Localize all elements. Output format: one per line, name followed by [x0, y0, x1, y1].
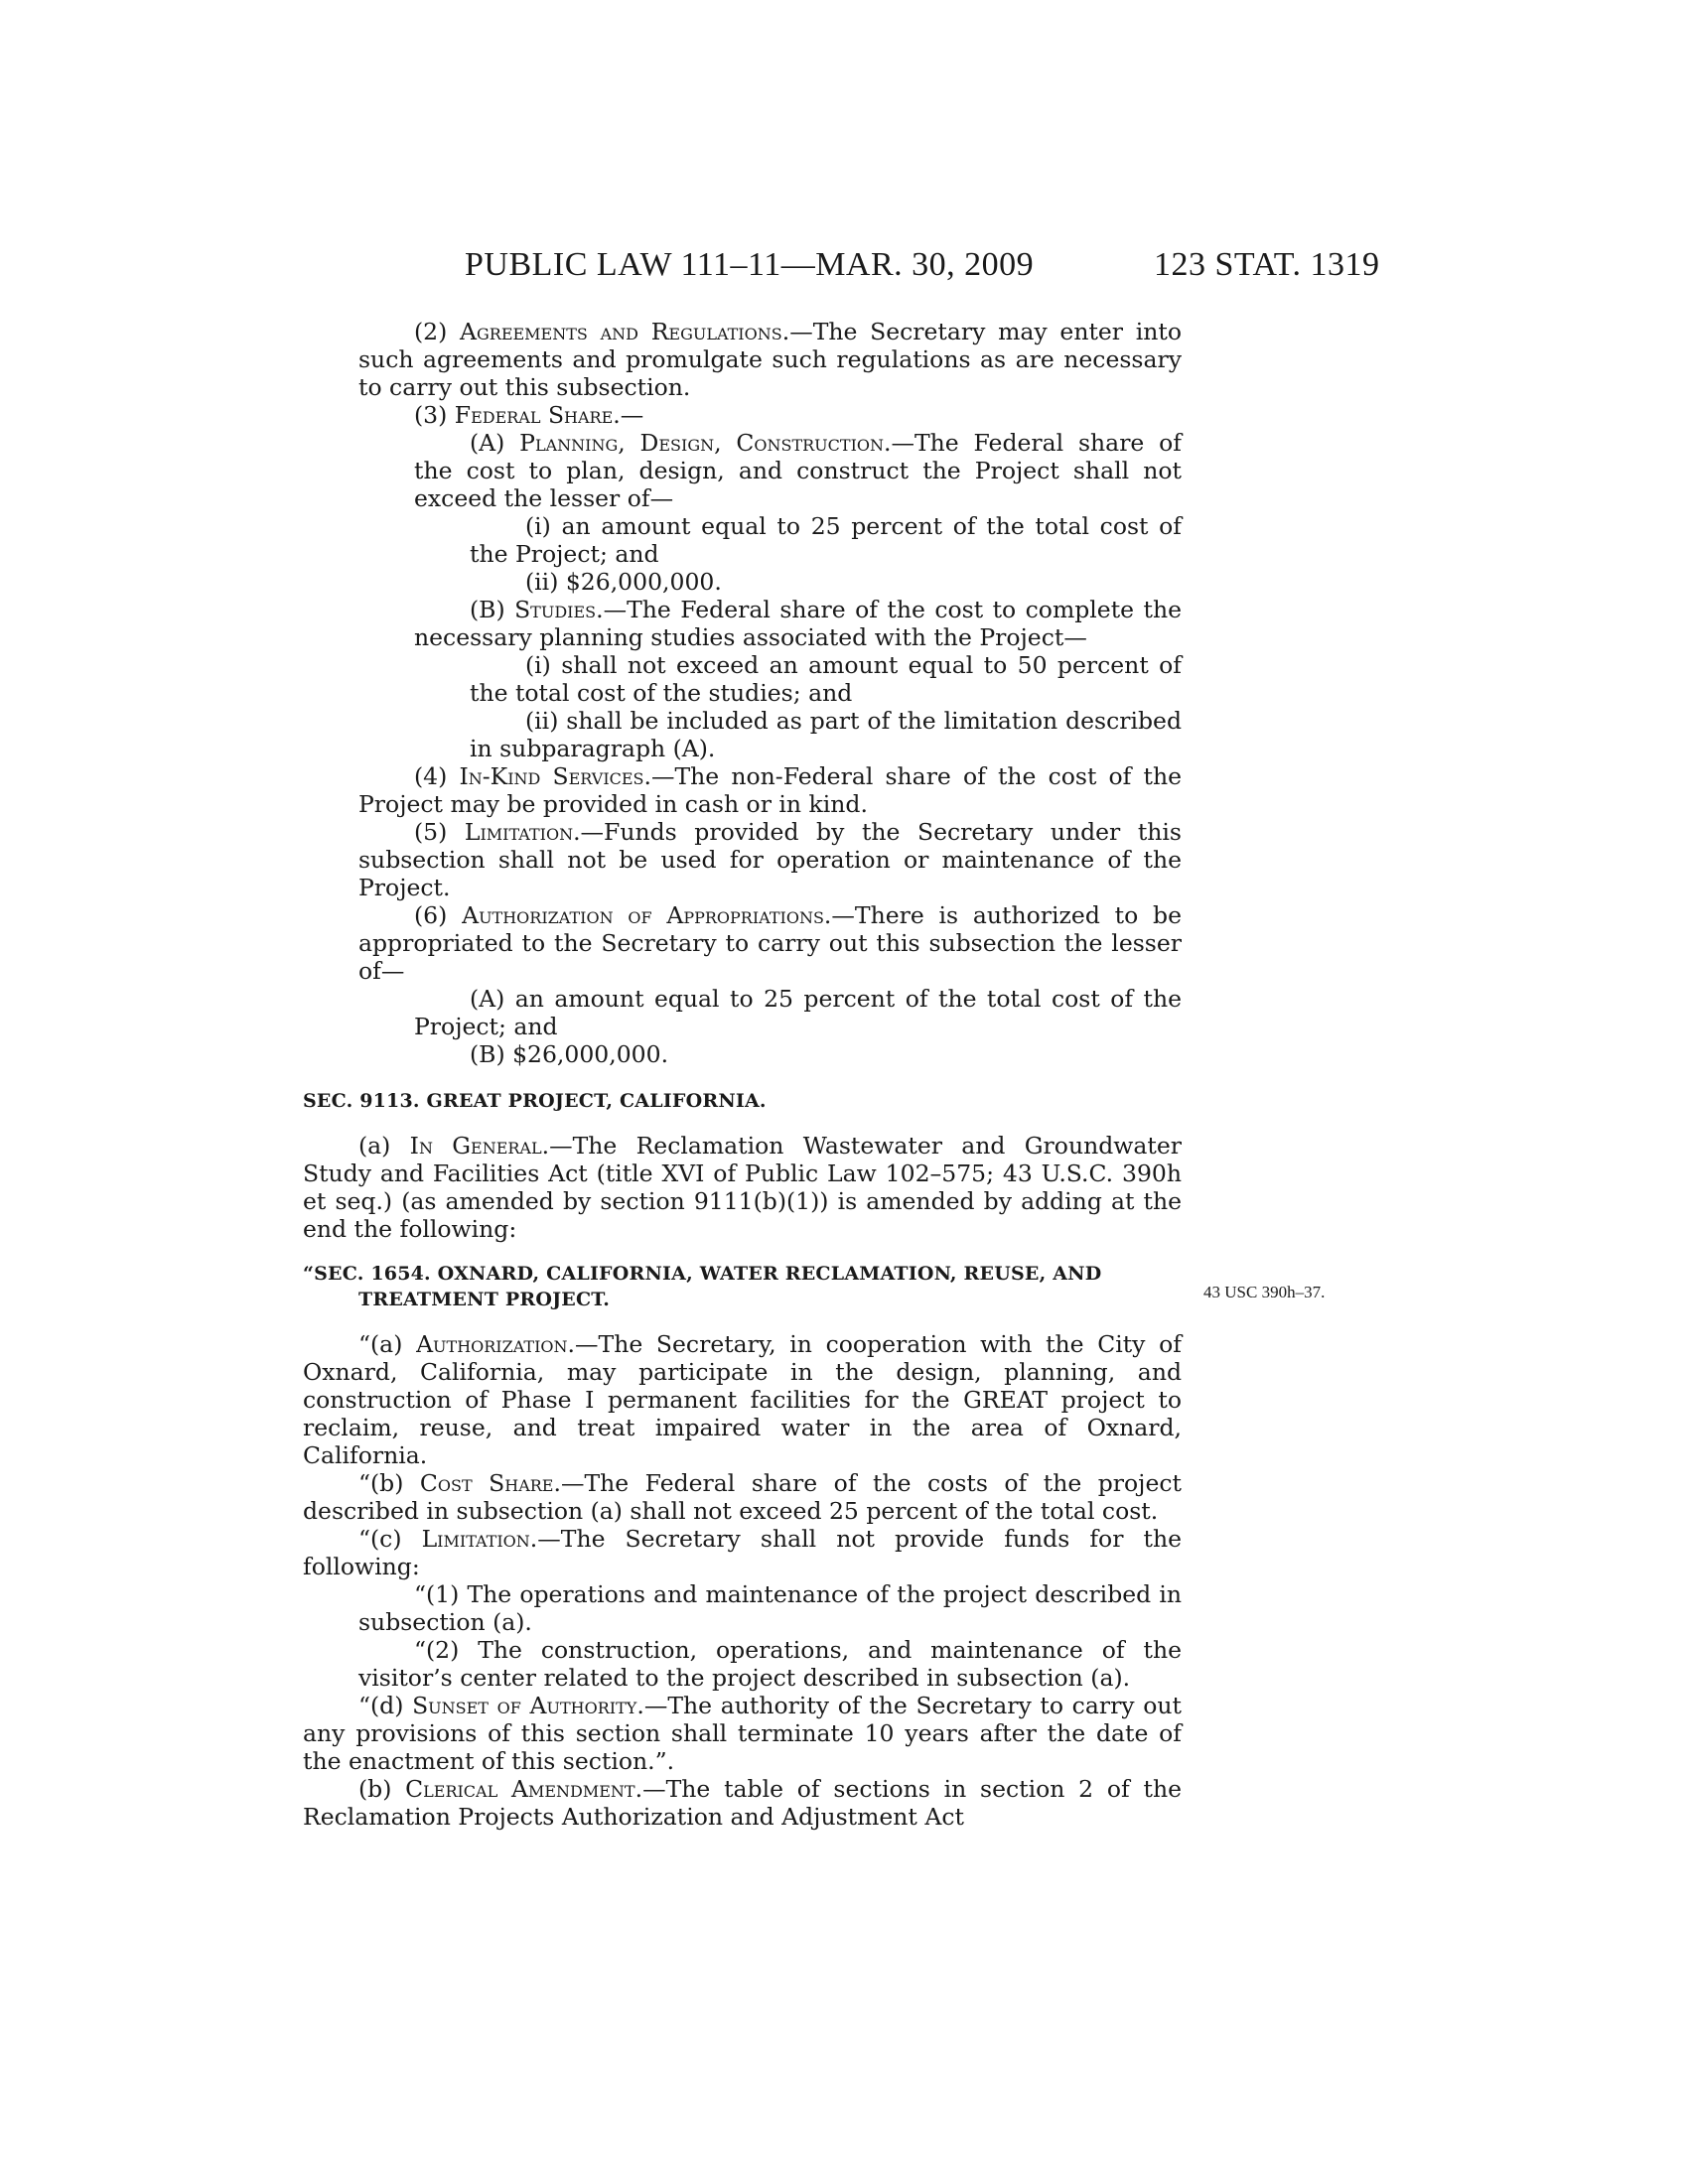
paragraph-caption: In General [409, 1132, 542, 1160]
paragraph-lead: (b) [358, 1775, 406, 1803]
paragraph-text: .—The Secretary, in cooperation with the City of Oxnard, California, may participate in the design, planning, and construction of Phase I permanent facilities for the GREAT project to reclaim, reuse, and treat impaired water in the area of Oxnard, California. [303, 1330, 1182, 1469]
paragraph-caption: Sunset of Authority [412, 1692, 637, 1719]
paragraph-caption: Planning, Design, Construction [519, 429, 885, 457]
section-1654-a-authorization [303, 1330, 1182, 1469]
section-heading-9113: SEC. 9113. GREAT PROJECT, CALIFORNIA. [303, 1090, 767, 1112]
paragraph-text: .— [613, 401, 644, 429]
paragraph-lead: (B) [470, 596, 515, 623]
paragraph-text: .—The non-Federal share of the cost of the Project may be provided in cash or in kind. [358, 762, 1183, 818]
section-9113-paragraph-a [303, 1132, 1182, 1243]
running-header-stat-page: 123 STAT. 1319 [1154, 246, 1380, 283]
paragraph-caption: Limitation [421, 1525, 530, 1553]
document-body [303, 318, 1182, 1831]
section-heading-line: TREATMENT PROJECT. [358, 1289, 611, 1310]
section-1654-c-1: “(1) The operations and maintenance of the project described in subsection (a). [358, 1580, 1182, 1636]
clause-3b-i: (i) shall not exceed an amount equal to 50 percent of the total cost of the studies; and [470, 651, 1182, 707]
subparagraph-6b: (B) $26,000,000. [470, 1040, 669, 1068]
subparagraph-3b-studies [303, 596, 1182, 651]
paragraph-caption: Authorization [416, 1330, 568, 1358]
paragraph-caption: Clerical Amendment [405, 1775, 635, 1803]
section-1654-c-limitation [303, 1525, 1182, 1580]
paragraph-lead: (5) [414, 818, 465, 846]
paragraph-text: .—There is authorized to be appropriated to the Secretary to carry out this subsection the lesser of— [358, 901, 1182, 985]
subparagraph-3a-planning [303, 429, 1182, 512]
section-heading-line: “SEC. 1654. OXNARD, CALIFORNIA, WATER RECLAMATION, REUSE, AND [303, 1263, 1102, 1285]
paragraph-caption: Agreements and Regulations [460, 318, 782, 345]
paragraph-text: .—The authority of the Secretary to carry out any provisions of this section shall terminate 10 years after the date of the enactment of this section.”. [303, 1692, 1182, 1775]
paragraph-lead: (2) [414, 318, 461, 345]
paragraph-4-in-kind [303, 762, 1182, 818]
paragraph-lead: “(a) [358, 1330, 417, 1358]
running-header-title: PUBLIC LAW 111–11—MAR. 30, 2009 [465, 246, 1035, 283]
section-9113-paragraph-b-clerical [303, 1775, 1182, 1831]
clause-3a-i: (i) an amount equal to 25 percent of the total cost of the Project; and [470, 512, 1182, 568]
paragraph-text: .—The Reclamation Wastewater and Groundwater Study and Facilities Act (title XVI of Public Law 102–575; 43 U.S.C. 390h et seq.) (as amended by section 9111(b)(1)) is amended by adding at the end the following: [303, 1132, 1182, 1243]
paragraph-text: .—The Secretary shall not provide funds for the following: [303, 1525, 1182, 1580]
paragraph-caption: Authorization of Appropriations [462, 901, 824, 929]
paragraph-lead: “(b) [358, 1469, 420, 1497]
paragraph-text: .—The table of sections in section 2 of the Reclamation Projects Authorization and Adjustment Act [303, 1775, 1182, 1831]
margin-note-usc-citation: 43 USC 390h–37. [1203, 1283, 1326, 1301]
paragraph-text: .—Funds provided by the Secretary under this subsection shall not be used for operation or maintenance of the Project. [358, 818, 1182, 901]
paragraph-text: .—The Federal share of the costs of the project described in subsection (a) shall not exceed 25 percent of the total cost. [303, 1469, 1182, 1525]
paragraph-lead: (4) [414, 762, 460, 790]
paragraph-caption: Cost Share [419, 1469, 554, 1497]
paragraph-2-agreements [303, 318, 1182, 401]
section-1654-c-2: “(2) The construction, operations, and maintenance of the visitor’s center related to the project described in subsection (a). [358, 1636, 1182, 1692]
paragraph-lead: (a) [358, 1132, 410, 1160]
clause-3b-ii: (ii) shall be included as part of the limitation described in subparagraph (A). [470, 707, 1182, 762]
paragraph-lead: (3) [414, 401, 455, 429]
paragraph-text: .—The Secretary may enter into such agreements and promulgate such regulations as are necessary to carry out this subsection. [358, 318, 1182, 401]
paragraph-5-limitation [303, 818, 1182, 901]
paragraph-lead: “(d) [358, 1692, 413, 1719]
subparagraph-6a: (A) an amount equal to 25 percent of the total cost of the Project; and [414, 985, 1182, 1040]
section-1654-d-sunset [303, 1692, 1182, 1775]
paragraph-lead: “(c) [358, 1525, 422, 1553]
paragraph-text: .—The Federal share of the cost to plan, design, and construct the Project shall not exceed the lesser of— [414, 429, 1182, 512]
paragraph-text: .—The Federal share of the cost to complete the necessary planning studies associated with the Project— [414, 596, 1182, 651]
paragraph-6-authorization [303, 901, 1182, 985]
paragraph-caption: Studies [514, 596, 597, 623]
paragraph-lead: (6) [414, 901, 463, 929]
section-1654-b-cost-share [303, 1469, 1182, 1525]
paragraph-caption: In-Kind Services [459, 762, 644, 790]
paragraph-3-federal-share [303, 401, 1182, 429]
paragraph-lead: (A) [470, 429, 520, 457]
paragraph-caption: Limitation [464, 818, 574, 846]
paragraph-caption: Federal Share [454, 401, 614, 429]
clause-3a-ii: (ii) $26,000,000. [525, 568, 722, 596]
section-heading-1654 [303, 1261, 1182, 1312]
